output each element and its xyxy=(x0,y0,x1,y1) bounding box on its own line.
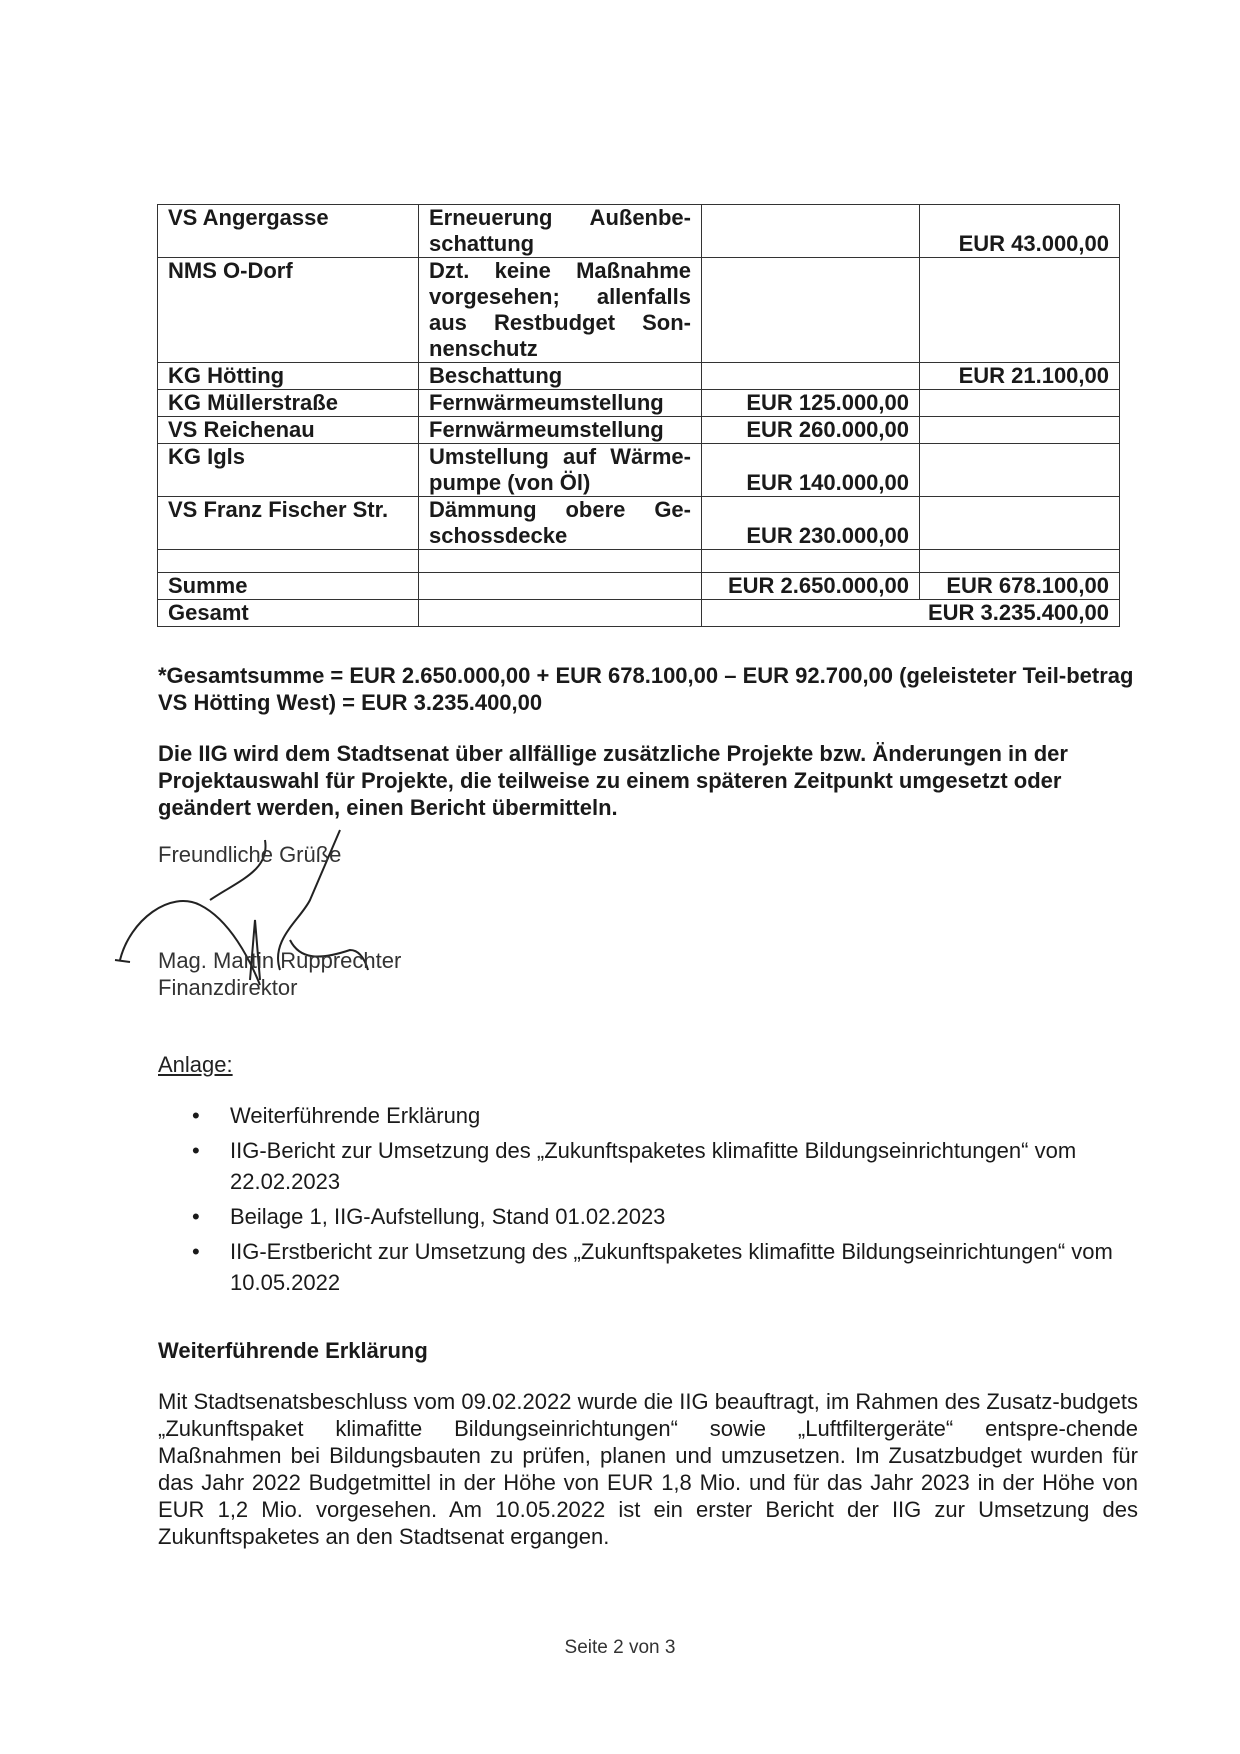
table-cell-name: VS Angergasse xyxy=(158,205,419,258)
table-cell-measure: Erneuerung Außenbe-schattung xyxy=(419,205,702,258)
bullet-icon: • xyxy=(192,1103,200,1128)
table-cell-amount xyxy=(702,363,920,390)
table-row xyxy=(158,444,1120,497)
section-body: Mit Stadtsenatsbeschluss vom 09.02.2022 wurde die IIG beauftragt, im Rahmen des Zusatz-budgets „Zukunftspaket klimafitte Bildungseinrichtungen“ sowie „Luftfiltergeräte“ entspre-chende Maßnahmen bei Bildungsbauten zu prüfen, planen und umzusetzen. Im Zusatzbudget wurden für das Jahr 2022 Budgetmittel in der Höhe von EUR 1,8 Mio. und für das Jahr 2023 in der Höhe von EUR 1,2 Mio. vorgesehen. Am 10.05.2022 ist ein erster Bericht der IIG zur Umsetzung des Zukunftspaketes an den Stadtsenat ergangen. xyxy=(158,1389,1138,1549)
greeting: Freundliche Grüße xyxy=(158,842,342,867)
table-cell-amount xyxy=(920,497,1120,550)
table-cell-name: VS Reichenau xyxy=(158,417,419,444)
list-item: • IIG-Bericht zur Umsetzung des „Zukunftspaketes klimafitte Bildungseinrichtungen“ vom 22.02.2023 xyxy=(158,1135,1138,1197)
list-item: • Weiterführende Erklärung xyxy=(158,1100,1138,1131)
table-cell-amount xyxy=(920,444,1120,497)
gesamt-amount: EUR 3.235.400,00 xyxy=(702,600,1120,627)
summe-label: Summe xyxy=(158,573,419,600)
table-row xyxy=(158,497,1120,550)
table-cell-name: VS Franz Fischer Str. xyxy=(158,497,419,550)
table-row xyxy=(158,417,1120,444)
signer-block xyxy=(158,947,401,1001)
total-note: *Gesamtsumme = EUR 2.650.000,00 + EUR 678.100,00 – EUR 92.700,00 (geleisteter Teil-betrag VS Hötting West) = EUR 3.235.400,00 xyxy=(158,663,1134,715)
table-cell-amount: EUR 260.000,00 xyxy=(702,417,920,444)
list-item: • IIG-Erstbericht zur Umsetzung des „Zukunftspaketes klimafitte Bildungseinrichtungen“ vom 10.05.2022 xyxy=(158,1236,1138,1298)
table-cell-measure: Dämmung obere Ge-schossdecke xyxy=(419,497,702,550)
anlage-heading: Anlage: xyxy=(158,1052,233,1077)
report-paragraph: Die IIG wird dem Stadtsenat über allfällige zusätzliche Projekte bzw. Änderungen in der Projektauswahl für Projekte, die teilweise zu einem späteren Zeitpunkt umgesetzt oder geändert werden, einen Bericht übermitteln. xyxy=(158,741,1068,820)
table-cell-amount xyxy=(920,390,1120,417)
page-footer: Seite 2 von 3 xyxy=(564,1637,676,1658)
table-cell-name: KG Hötting xyxy=(158,363,419,390)
table-cell-amount: EUR 125.000,00 xyxy=(702,390,920,417)
bullet-icon: • xyxy=(192,1138,200,1163)
signer-title: Finanzdirektor xyxy=(158,975,298,1000)
table-cell-measure: Beschattung xyxy=(419,363,702,390)
table-cell-name: KG Igls xyxy=(158,444,419,497)
table-row-gesamt xyxy=(158,600,1120,627)
bullet-icon: • xyxy=(192,1204,200,1229)
summe-amount-1: EUR 2.650.000,00 xyxy=(702,573,920,600)
table-cell-amount: EUR 230.000,00 xyxy=(702,497,920,550)
table-cell-amount: EUR 21.100,00 xyxy=(920,363,1120,390)
anlage-list xyxy=(158,1100,1138,1298)
table-row xyxy=(158,390,1120,417)
table-cell-amount: EUR 43.000,00 xyxy=(920,205,1120,258)
table-cell-name: NMS O-Dorf xyxy=(158,258,419,363)
table-cell-measure: Fernwärmeumstellung xyxy=(419,390,702,417)
table-cell-measure: Umstellung auf Wärme-pumpe (von Öl) xyxy=(419,444,702,497)
table-row-empty xyxy=(158,550,1120,573)
section-heading: Weiterführende Erklärung xyxy=(158,1338,428,1363)
signer-name: Mag. Martin Rupprechter xyxy=(158,948,402,973)
gesamt-label: Gesamt xyxy=(158,600,419,627)
table-cell-measure: Dzt. keine Maßnahme vorgesehen; allenfalls aus Restbudget Son-nenschutz xyxy=(419,258,702,363)
table-row xyxy=(158,205,1120,258)
table-row xyxy=(158,258,1120,363)
table-cell-name: KG Müllerstraße xyxy=(158,390,419,417)
table-cell-amount xyxy=(702,258,920,363)
summe-amount-2: EUR 678.100,00 xyxy=(920,573,1120,600)
table-row-summe xyxy=(158,573,1120,600)
table-row xyxy=(158,363,1120,390)
bullet-icon: • xyxy=(192,1239,200,1264)
table-cell-amount xyxy=(920,417,1120,444)
table-cell-amount xyxy=(920,258,1120,363)
budget-table xyxy=(157,204,1120,627)
list-item: • Beilage 1, IIG-Aufstellung, Stand 01.02.2023 xyxy=(158,1201,1138,1232)
table-cell-measure: Fernwärmeumstellung xyxy=(419,417,702,444)
table-cell-amount: EUR 140.000,00 xyxy=(702,444,920,497)
table-cell-amount xyxy=(702,205,920,258)
